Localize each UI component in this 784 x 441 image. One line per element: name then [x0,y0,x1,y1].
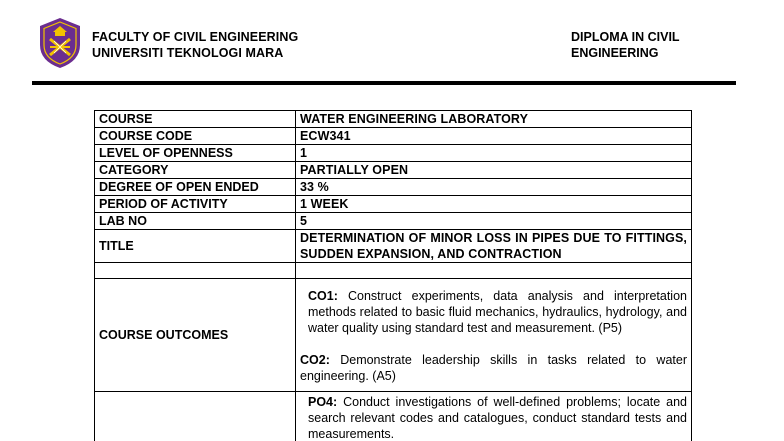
po4-label: PO4: [308,395,338,409]
table-row [95,162,692,179]
row-key-period: PERIOD OF ACTIVITY [95,196,296,213]
row-value-title: DETERMINATION OF MINOR LOSS IN PIPES DUE TO FITTINGS, SUDDEN EXPANSION, AND CONTRACTION [296,230,692,263]
row-key-course-code: COURSE CODE [95,128,296,145]
table-row [95,179,692,196]
blank-cell [95,392,296,441]
diploma-block [571,29,771,61]
course-info-table [94,110,692,441]
uitm-logo-icon [38,17,82,69]
po4-paragraph [300,392,687,441]
table-row [95,213,692,230]
row-value-program-outcomes [296,392,692,441]
row-key-degree: DEGREE OF OPEN ENDED [95,179,296,196]
co2-label: CO2: [300,353,330,367]
faculty-name: FACULTY OF CIVIL ENGINEERING [92,30,299,44]
table-row [95,196,692,213]
co1-paragraph [300,288,687,336]
university-name: UNIVERSITI TEKNOLOGI MARA [92,46,284,60]
row-value-period: 1 WEEK [296,196,692,213]
row-value-course-outcomes [296,279,692,392]
row-value-course-code: ECW341 [296,128,692,145]
co1-text: Construct experiments, data analysis and interpretation methods related to basic fluid mechanics, hydraulics, hydrology, and water quality using standard test and measurement. (P5) [308,289,687,335]
diploma-line2: ENGINEERING [571,46,659,60]
diploma-line1: DIPLOMA IN CIVIL [571,30,680,44]
row-key-lab-no: LAB NO [95,213,296,230]
table-row-blank [95,263,692,279]
table-row [95,279,692,392]
header-rule [32,81,736,85]
table-row [95,145,692,162]
document-header [0,0,784,90]
row-key-level: LEVEL OF OPENNESS [95,145,296,162]
row-value-course: WATER ENGINEERING LABORATORY [296,111,692,128]
row-value-level: 1 [296,145,692,162]
table-row [95,128,692,145]
co1-label: CO1: [308,289,338,303]
po4-text: Conduct investigations of well-defined problems; locate and search relevant codes and catalogues, conduct standard tests and measurements. [308,395,687,441]
row-key-title: TITLE [95,230,296,263]
row-value-degree: 33 % [296,179,692,196]
blank-cell [95,263,296,279]
row-key-course: COURSE [95,111,296,128]
row-value-category: PARTIALLY OPEN [296,162,692,179]
co2-paragraph [300,352,687,384]
co2-text: Demonstrate leadership skills in tasks related to water engineering. (A5) [300,353,687,383]
table-row [95,230,692,263]
course-outcomes-text [300,286,687,384]
faculty-block [92,29,298,61]
row-value-lab-no: 5 [296,213,692,230]
table-row [95,392,692,441]
row-key-course-outcomes: COURSE OUTCOMES [95,279,296,392]
table-row [95,111,692,128]
row-key-category: CATEGORY [95,162,296,179]
blank-cell [296,263,692,279]
